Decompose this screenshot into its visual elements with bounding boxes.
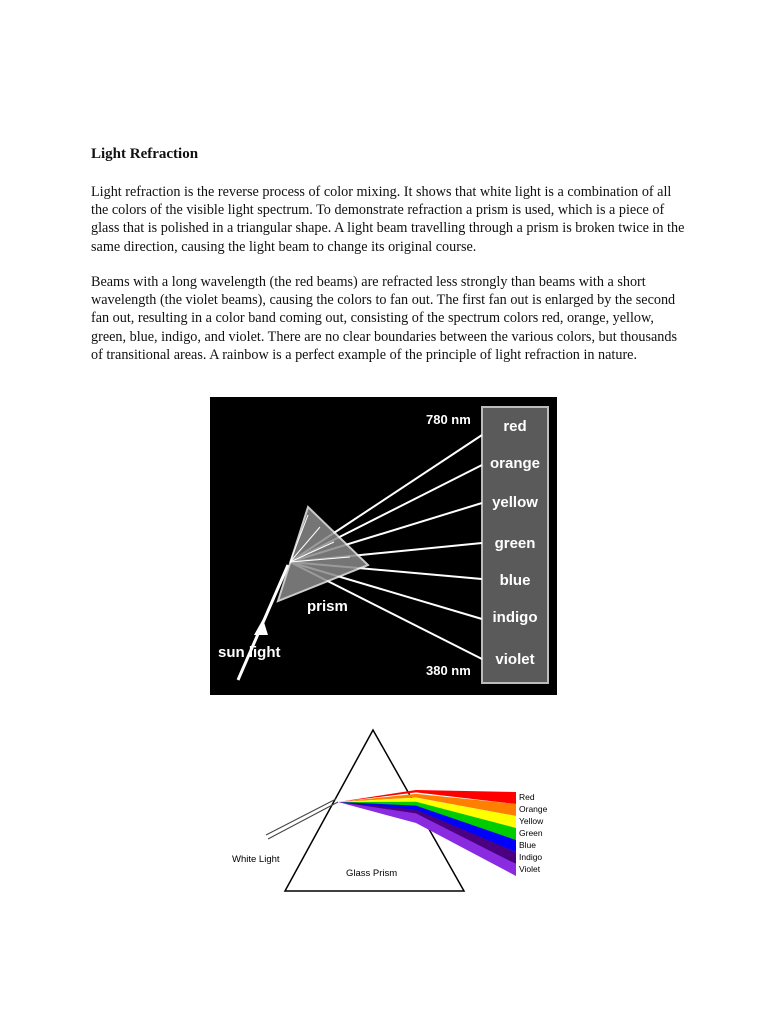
rainbow-label-red: Red <box>519 792 535 802</box>
page-title: Light Refraction <box>91 146 199 162</box>
rainbow-label-violet: Violet <box>519 864 541 874</box>
spectrum-label-violet: violet <box>495 651 535 668</box>
wavelength-top-label: 780 nm <box>426 412 471 427</box>
rainbow-label-green: Green <box>519 828 543 838</box>
glass-prism-diagram <box>200 722 560 910</box>
rainbow-label-orange: Orange <box>519 804 548 814</box>
wavelength-bottom-label: 380 nm <box>426 663 471 678</box>
sunlight-label: sun light <box>218 644 281 661</box>
rainbow-label-indigo: Indigo <box>519 852 543 862</box>
spectrum-label-blue: blue <box>499 572 531 589</box>
rainbow-label-yellow: Yellow <box>519 816 544 826</box>
spectrum-label-indigo: indigo <box>492 609 538 626</box>
paragraph-intro: Light refraction is the reverse process of color mixing. It shows that white light is a combination of all the colors of the visible light spectrum. To demonstrate refraction a prism is used, which is a piece of glass that is polished in a triangular shape. A light beam travelling through a prism is broken twice in the same direction, causing the light beam to change its original course. <box>91 184 685 255</box>
spectrum-label-orange: orange <box>489 455 541 472</box>
white-light-label: White Light <box>232 854 280 865</box>
spectrum-label-green: green <box>494 535 536 552</box>
prism-label: prism <box>307 598 348 615</box>
prism-diagram-dark <box>210 397 557 695</box>
rainbow-label-blue: Blue <box>519 840 537 850</box>
glass-prism-label: Glass Prism <box>346 868 398 879</box>
spectrum-label-red: red <box>503 418 527 435</box>
paragraph-wavelength: Beams with a long wavelength (the red beams) are refracted less strongly than beams with a short wavelength (the violet beams), causing the colors to fan out. The first fan out is enlarged by the second fan out, resulting in a color band coming out, consisting of the spectrum colors red, orange, yellow, green, blue, indigo, and violet. There are no clear boundaries between the various colors, but thousands of transitional areas. A rainbow is a perfect example of the principle of light refraction in nature. <box>91 274 677 363</box>
spectrum-label-yellow: yellow <box>492 494 538 511</box>
